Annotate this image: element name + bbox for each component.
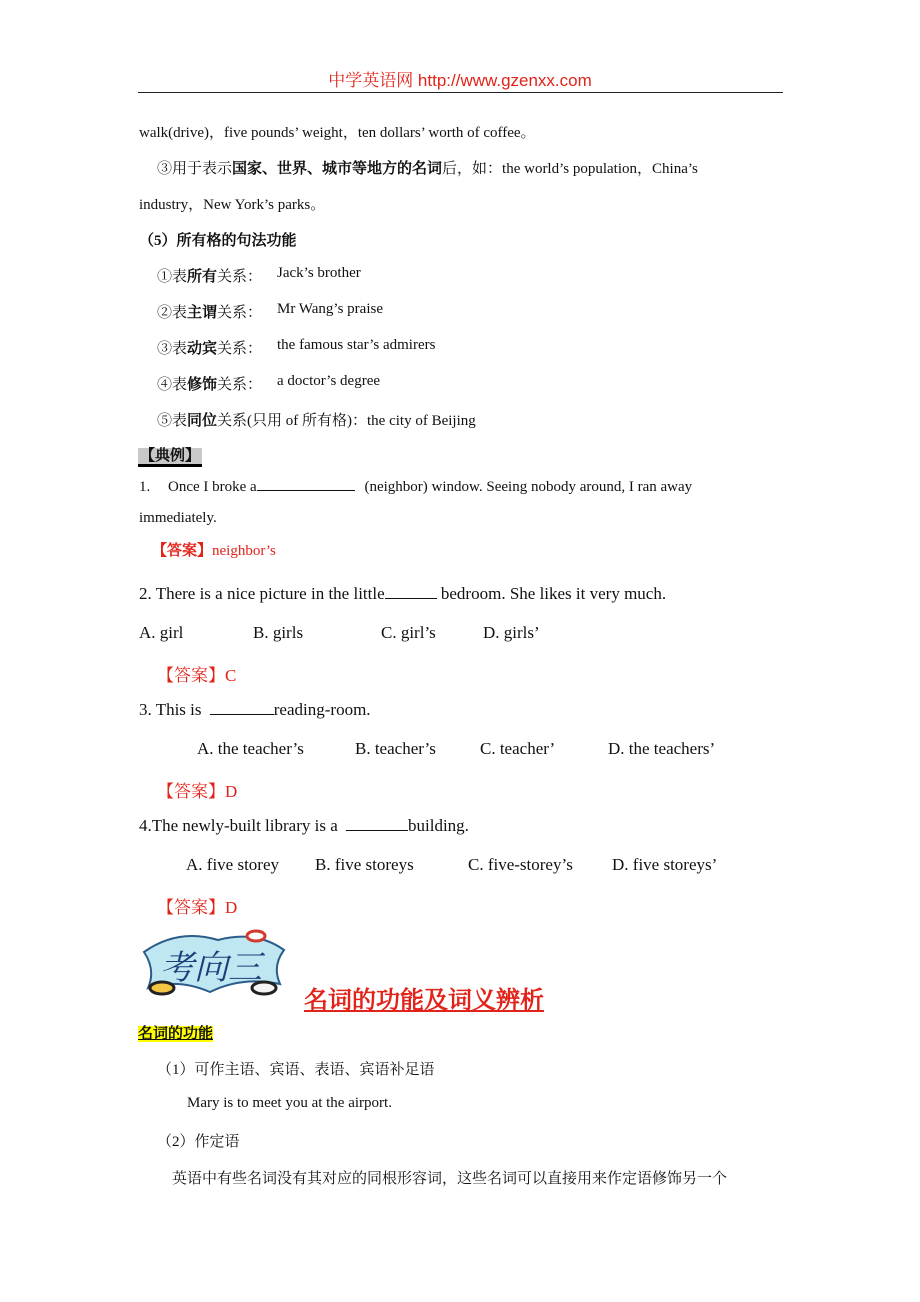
relation-item [157, 409, 476, 430]
option-b: B. five storeys [315, 855, 414, 874]
answer-blank [385, 597, 437, 599]
option-b: B. girls [253, 623, 304, 642]
bold-text: 国家、世界、城市等地方的名词 [232, 161, 443, 177]
bold-text: 修饰 [187, 377, 218, 393]
answer-line [152, 539, 276, 560]
option-d: D. the teachers’ [608, 739, 716, 758]
question-text: bedroom. She likes it very much. [440, 584, 667, 603]
answer-label: 【答案】 [157, 666, 225, 685]
answer-blank [257, 489, 355, 491]
answer-blank [346, 829, 408, 831]
option-d: D. girls’ [483, 623, 540, 642]
question-1-cont: immediately. [139, 510, 217, 526]
answer-line [157, 661, 236, 686]
text: ③用于表示 [157, 161, 233, 177]
option-a: A. the teacher’s [197, 739, 304, 758]
text: ④表 [157, 377, 188, 393]
answer-label: 【答案】 [157, 898, 225, 917]
bold-text: 同位 [187, 413, 218, 429]
answer-label: 【答案】 [152, 543, 213, 559]
bold-text: 主谓 [187, 305, 218, 321]
text: 后，如：the world’s population，China’s [442, 161, 698, 177]
question-text: (neighbor) window. Seeing nobody around, I ran away [364, 479, 693, 495]
bold-text: 动宾 [187, 341, 218, 357]
example-label-text: 【典例】 [138, 448, 202, 467]
relation-example: the famous star’s admirers [277, 337, 436, 353]
question-2 [139, 584, 666, 604]
relation-item [157, 337, 262, 358]
question-3 [139, 700, 371, 720]
answer-line [157, 777, 237, 802]
option-a: A. girl [139, 623, 184, 642]
option-a: A. five storey [186, 855, 280, 874]
header-site: 中学英语网 http://www.gzenxx.com [328, 71, 592, 90]
text: 关系： [217, 341, 263, 357]
option-b: B. teacher’s [355, 739, 436, 758]
relation-example: a doctor’s degree [277, 373, 381, 389]
answer-value: D [225, 782, 238, 801]
answer-value: C [225, 666, 237, 685]
option-c: C. teacher’ [480, 739, 556, 758]
function-example: Mary is to meet you at the airport. [187, 1095, 392, 1111]
question-text: Once I broke a [168, 479, 257, 495]
question-1 [139, 479, 692, 496]
text: ⑤表 [157, 413, 188, 429]
function-label-text: 名词的功能 [138, 1026, 214, 1042]
option-d: D. five storeys’ [612, 855, 718, 874]
question-text: building. [408, 816, 469, 835]
text: 关系： [217, 377, 263, 393]
paragraph-line: industry，New York’s parks。 [139, 197, 326, 213]
question-text: 4.The newly-built library is a [139, 816, 338, 835]
text: ②表 [157, 305, 188, 321]
relation-item [157, 373, 262, 394]
question-text: 3. This is [139, 700, 202, 719]
function-item-1: （1）可作主语、宾语、表语、宾语补足语 [157, 1062, 435, 1078]
answer-line [157, 893, 237, 918]
function-label [138, 1022, 213, 1043]
option-c: C. girl’s [381, 623, 436, 642]
relation-item [157, 301, 262, 322]
relation-example: Mr Wang’s praise [277, 301, 383, 317]
section-badge [138, 922, 290, 1004]
question-4 [139, 816, 469, 836]
function-item-2: （2）作定语 [157, 1134, 240, 1150]
section-title: 名词的功能及词义辨析 [304, 986, 544, 1014]
paragraph-line: walk(drive)，five pounds’ weight，ten dollars’ worth of coffee。 [139, 125, 536, 141]
badge-text: 考向三 [160, 948, 262, 988]
paragraph-line-2 [157, 157, 698, 178]
subsection-title: （5）所有格的句法功能 [139, 233, 297, 249]
question-text: 2. There is a nice picture in the little [139, 584, 385, 603]
text: ③表 [157, 341, 188, 357]
function-text: 英语中有些名词没有其对应的同根形容词，这些名词可以直接用来作定语修饰另一个 [172, 1171, 728, 1187]
header-rule [138, 92, 783, 93]
answer-value: neighbor’s [212, 543, 276, 559]
relation-item [157, 265, 262, 286]
text: ①表 [157, 269, 188, 285]
answer-value: D [225, 898, 238, 917]
text: 关系： [217, 305, 263, 321]
text: 关系： [217, 269, 263, 285]
bold-text: 所有 [187, 269, 218, 285]
relation-example: Jack’s brother [277, 265, 361, 281]
answer-label: 【答案】 [157, 782, 225, 801]
example-label [138, 444, 202, 465]
option-c: C. five-storey’s [468, 855, 573, 874]
answer-blank [210, 713, 274, 715]
text: 关系(只用 of 所有格)：the city of Beijing [217, 413, 476, 429]
question-number: 1. [139, 479, 151, 495]
question-text: reading-room. [273, 700, 371, 719]
